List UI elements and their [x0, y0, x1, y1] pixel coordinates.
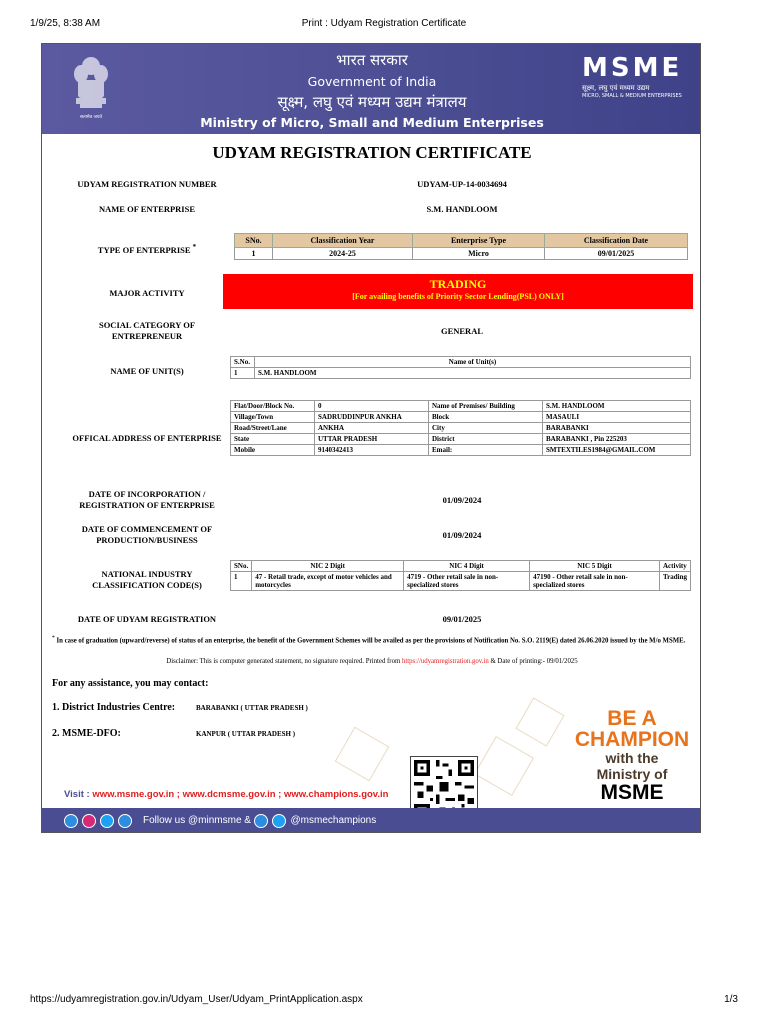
nic-table — [230, 560, 691, 591]
table-cell: 4719 - Other retail sale in non-specialized stores — [404, 572, 530, 591]
telegram-icon[interactable] — [118, 814, 132, 828]
table-cell: Flat/Door/Block No. — [231, 401, 315, 412]
emblem-caption: सत्यमेव जयते — [79, 115, 103, 120]
table-cell: Village/Town — [231, 412, 315, 423]
print-datetime: 1/9/25, 8:38 AM — [30, 18, 101, 29]
table-header: NIC 5 Digit — [530, 561, 660, 572]
table-cell: District — [429, 434, 543, 445]
table-row — [231, 368, 691, 379]
table-cell: Name of Premises/ Building — [429, 401, 543, 412]
table-cell: Mobile — [231, 445, 315, 456]
commencement-label-line: DATE OF COMMENCEMENT OF — [81, 524, 213, 534]
nic-code: 47190 — [533, 573, 551, 581]
table-row — [231, 423, 691, 434]
major-activity-note: [For availing benefits of Priority Sector Lending(PSL) ONLY] — [352, 292, 564, 301]
incorporation-label-line: REGISTRATION OF ENTERPRISE — [79, 500, 215, 510]
page-number: 1/3 — [724, 994, 738, 1005]
table-header-row — [231, 357, 691, 368]
table-header: NIC 4 Digit — [404, 561, 530, 572]
enterprise-type-label-text: TYPE OF ENTERPRISE — [97, 244, 191, 255]
table-cell: 0 — [315, 401, 429, 412]
table-cell: 9140342413 — [315, 445, 429, 456]
msme-logo — [582, 54, 682, 110]
disclaimer — [42, 658, 701, 665]
msme-logo-mark: MSME — [582, 53, 683, 83]
table-cell: City — [429, 423, 543, 434]
follow-handle-1: Follow us @minmsme & — [143, 815, 251, 826]
decorative-hex — [515, 697, 564, 746]
table-cell: 2024-25 — [273, 248, 413, 260]
promo-ministry-of: Ministry of — [596, 766, 668, 782]
table-header: Enterprise Type — [413, 234, 545, 248]
table-cell: UTTAR PRADESH — [315, 434, 429, 445]
table-cell: 1 — [235, 248, 273, 260]
disclaimer-date: & Date of printing:- 09/01/2025 — [490, 658, 578, 665]
nic-code: 4719 — [407, 573, 422, 581]
udyam-date-label: DATE OF UDYAM REGISTRATION — [77, 614, 217, 624]
table-cell: BARABANKI — [543, 423, 691, 434]
table-cell: S.M. HANDLOOM — [255, 368, 691, 379]
social-footer — [42, 808, 701, 833]
disclaimer-link[interactable]: https://udyamregistration.gov.in — [401, 658, 489, 665]
enterprise-type-table — [234, 233, 688, 260]
msme-logo-english: MICRO, SMALL & MEDIUM ENTERPRISES — [582, 93, 682, 99]
table-header-row — [231, 561, 691, 572]
dfo-value: KANPUR ( UTTAR PRADESH ) — [196, 730, 296, 738]
table-row — [231, 445, 691, 456]
promo-champion: CHAMPION — [574, 728, 690, 751]
certificate-title: UDYAM REGISTRATION CERTIFICATE — [212, 143, 532, 162]
table-cell: 09/01/2025 — [545, 248, 688, 260]
incorporation-date: 01/09/2024 — [442, 495, 482, 505]
major-activity-label: MAJOR ACTIVITY — [109, 288, 185, 298]
incorporation-label-line: DATE OF INCORPORATION / — [88, 489, 206, 499]
table-header: Name of Unit(s) — [255, 357, 691, 368]
dic-value: BARABANKI ( UTTAR PRADESH ) — [196, 704, 308, 712]
enterprise-name-value: S.M. HANDLOOM — [426, 204, 498, 214]
dfo-label: 2. MSME-DFO: — [52, 728, 121, 739]
table-cell: ANKHA — [315, 423, 429, 434]
enterprise-type-label — [57, 242, 237, 256]
table-cell: Email: — [429, 445, 543, 456]
commencement-label — [57, 524, 237, 546]
enterprise-type-mark: * — [192, 243, 197, 251]
promo-msme: MSME — [600, 781, 664, 804]
table-header: SNo. — [231, 561, 252, 572]
table-row — [231, 572, 691, 591]
incorporation-label — [57, 489, 237, 511]
assist-heading: For any assistance, you may contact: — [52, 678, 209, 689]
twitter-icon[interactable] — [272, 814, 286, 828]
udyam-date: 09/01/2025 — [442, 614, 482, 624]
social-category-label — [57, 320, 237, 342]
major-activity-value: TRADING — [429, 277, 487, 291]
graduation-note — [52, 633, 692, 646]
commencement-label-line: PRODUCTION/BUSINESS — [96, 535, 198, 545]
table-cell: Block — [429, 412, 543, 423]
table-header: S.No. — [231, 357, 255, 368]
nic-description: Other retail sale in non-specialized stores — [407, 573, 499, 589]
table-cell: 1 — [231, 572, 252, 591]
facebook-icon[interactable] — [254, 814, 268, 828]
table-cell: MASAULI — [543, 412, 691, 423]
commencement-date: 01/09/2024 — [442, 530, 482, 540]
reg-number-label: UDYAM REGISTRATION NUMBER — [77, 179, 217, 189]
address-table — [230, 400, 691, 456]
enterprise-name-label: NAME OF ENTERPRISE — [98, 204, 196, 214]
table-cell: 1 — [231, 368, 255, 379]
decorative-hex — [474, 736, 534, 796]
table-row — [235, 248, 688, 260]
units-label: NAME OF UNIT(S) — [110, 366, 184, 376]
table-cell: 47190 - Other retail sale in non-specialized stores — [530, 572, 660, 591]
table-header: SNo. — [235, 234, 273, 248]
table-cell: Micro — [413, 248, 545, 260]
follow-handle-2: @msmechampions — [290, 815, 377, 826]
table-row — [231, 401, 691, 412]
banner-hindi-government: भारत सरकार — [336, 51, 408, 69]
social-category-label-line: ENTREPRENEUR — [111, 331, 183, 341]
table-cell: S.M. HANDLOOM — [543, 401, 691, 412]
nic-label-line: NATIONAL INDUSTRY — [101, 569, 193, 579]
banner-hindi-ministry: सूक्ष्म, लघु एवं मध्यम उद्यम मंत्रालय — [277, 93, 467, 111]
nic-code: 47 — [255, 573, 263, 581]
visit-links — [64, 789, 388, 800]
nic-label-line: CLASSIFICATION CODE(S) — [92, 580, 202, 590]
table-row — [231, 434, 691, 445]
reg-number-value: UDYAM-UP-14-0034694 — [417, 179, 507, 189]
social-category-label-line: SOCIAL CATEGORY OF — [98, 320, 196, 330]
note-mark: * — [52, 635, 55, 641]
nic-description: Retail trade, except of motor vehicles and motorcycles — [255, 573, 392, 589]
champion-promo — [562, 708, 701, 804]
disclaimer-text: Disclaimer: This is computer generated statement, no signature required. Printed from — [166, 658, 401, 665]
table-cell: SADRUDDINPUR ANKHA — [315, 412, 429, 423]
banner-government-of-india: Government of India — [307, 74, 437, 89]
msme-logo-hindi: सूक्ष्म, लघु एवं मध्यम उद्यम — [582, 84, 650, 92]
visit-urls[interactable]: www.msme.gov.in ; www.dcmsme.gov.in ; www.champions.gov.in — [92, 789, 389, 800]
table-cell: State — [231, 434, 315, 445]
facebook-icon[interactable] — [64, 814, 78, 828]
table-header-row — [235, 234, 688, 248]
promo-be-a: BE A — [607, 707, 657, 730]
nic-description: Other retail sale in non-specialized stores — [533, 573, 628, 589]
social-category-value: GENERAL — [440, 326, 484, 336]
promo-with-the: with the — [605, 750, 659, 766]
major-activity-box — [223, 274, 693, 309]
table-cell: SMTEXTILES1984@GMAIL.COM — [543, 445, 691, 456]
table-row — [231, 412, 691, 423]
units-table — [230, 356, 691, 379]
print-url: https://udyamregistration.gov.in/Udyam_User/Udyam_PrintApplication.aspx — [30, 994, 363, 1005]
decorative-hex — [335, 727, 390, 782]
banner-ministry-name: Ministry of Micro, Small and Medium Enterprises — [200, 115, 544, 130]
table-header: Classification Date — [545, 234, 688, 248]
nic-label — [57, 569, 237, 591]
visit-label: Visit : — [64, 789, 90, 800]
table-cell: Road/Street/Lane — [231, 423, 315, 434]
table-header: Activity — [660, 561, 691, 572]
government-banner — [42, 44, 701, 134]
dic-label: 1. District Industries Centre: — [52, 702, 176, 713]
instagram-icon[interactable] — [82, 814, 96, 828]
address-label: OFFICAL ADDRESS OF ENTERPRISE — [72, 433, 222, 443]
twitter-icon[interactable] — [100, 814, 114, 828]
table-cell: BARABANKI , Pin 225203 — [543, 434, 691, 445]
table-header: Classification Year — [273, 234, 413, 248]
print-title: Print : Udyam Registration Certificate — [301, 18, 467, 29]
note-text: In case of graduation (upward/reverse) of status of an enterprise, the benefit of the Government Schemes will be availed as per the provisions of Notification No. S.O. 2119(E) dated 26.06.2020 issued by the M/o MSME. — [56, 637, 686, 645]
certificate — [41, 43, 701, 833]
table-cell: 47 - Retail trade, except of motor vehicles and motorcycles — [252, 572, 404, 591]
table-cell: Trading — [660, 572, 691, 591]
table-header: NIC 2 Digit — [252, 561, 404, 572]
